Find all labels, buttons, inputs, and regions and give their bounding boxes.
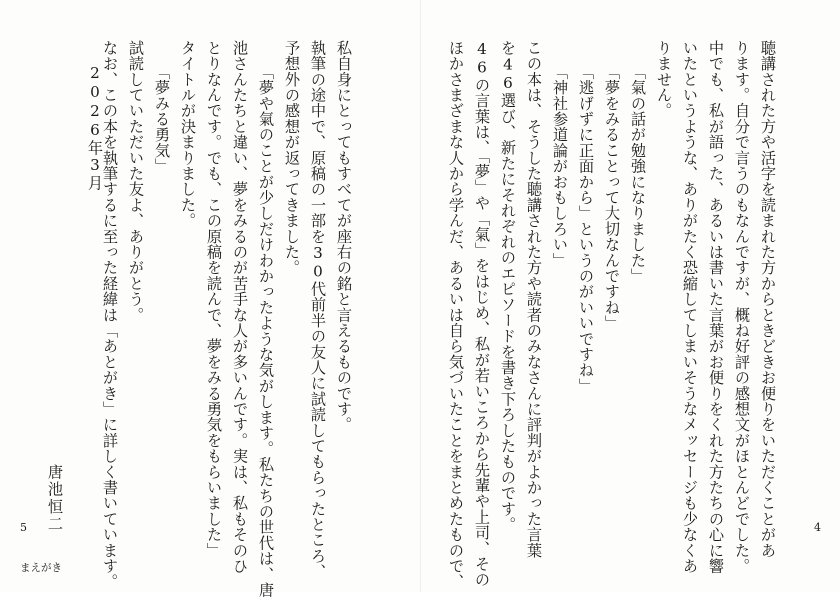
right-text-line-8: 「逃げずに正面から」というのがいいですね」 xyxy=(577,64,595,394)
right-text-line-2: ります。自分で言うのもなんですが、概ね好評の感想文がほとんどでした。 xyxy=(733,40,751,574)
right-text-line-1: 聴講された方や活字を読まれた方からときどきお便りをいただくことがあ xyxy=(759,40,777,559)
right-text-line-9: 「神社参道論がおもしろい」 xyxy=(551,64,569,269)
right-text-line-13: ほかさまざまな人から学んだ、あるいは自ら気づいたことをまとめたもので、 xyxy=(447,40,465,590)
left-text-line-5: 池さんたちと違い、夢をみるのが苦手な人が多いんです。実は、私もそのひ xyxy=(231,40,249,574)
date-line: 2026年3月 xyxy=(86,64,104,192)
right-text-line-11: を46選び、新たにそれぞれのエピソードを書き下ろしたものです。 xyxy=(499,40,517,533)
right-text-line-4: いたというような、ありがたく恐縮してしまいそうなメッセージも少なくあ xyxy=(681,40,699,574)
left-text-line-6: とりなんです。でも、この原稿を読んで、夢をみる勇気をもらいました」 xyxy=(205,40,223,559)
right-text-line-12: 46の言葉は、「夢」や「氣」をはじめ、私が若いころから先輩や上司、その xyxy=(473,40,491,588)
left-text-line-8: 「夢みる勇気」 xyxy=(153,64,171,174)
page-number-right: 4 xyxy=(814,521,821,534)
left-text-line-3: 予想外の感想が返ってきました。 xyxy=(283,40,301,276)
left-text-line-7: タイトルが決まりました。 xyxy=(179,40,197,229)
right-text-line-6: 「氣の話が勉強になりました」 xyxy=(629,64,647,284)
right-text-line-5: りません。 xyxy=(655,40,673,119)
author-signature: 唐池恒二 xyxy=(46,464,64,533)
left-text-line-4: 「夢や氣のことが少しだけわかったような気がします。私たちの世代は、唐 xyxy=(257,64,275,598)
right-text-line-3: 中でも、私が語った、あるいは書いた言葉がお便りをくれた方たちの心に響 xyxy=(707,40,725,574)
page-number-left: 5 xyxy=(20,521,27,534)
right-text-line-10: この本は、そうした聴講された方や読者のみなさんに評判がよかった言葉 xyxy=(525,40,543,559)
right-page xyxy=(420,0,840,592)
left-text-line-1: 私自身にとってもすべてが座右の銘と言えるものです。 xyxy=(335,40,353,433)
left-text-line-2: 執筆の途中で、原稿の一部を30代前半の友人に試読してもらったところ、 xyxy=(309,40,327,580)
right-text-line-7: 「夢をみることって大切なんですね」 xyxy=(603,64,621,331)
running-head: まえがき xyxy=(20,562,62,574)
left-text-line-10: なお、この本を執筆するに至った経緯は「あとがき」に詳しく書いています。 xyxy=(101,40,119,590)
left-text-line-9: 試読していただいた友よ、ありがとう。 xyxy=(127,40,145,323)
